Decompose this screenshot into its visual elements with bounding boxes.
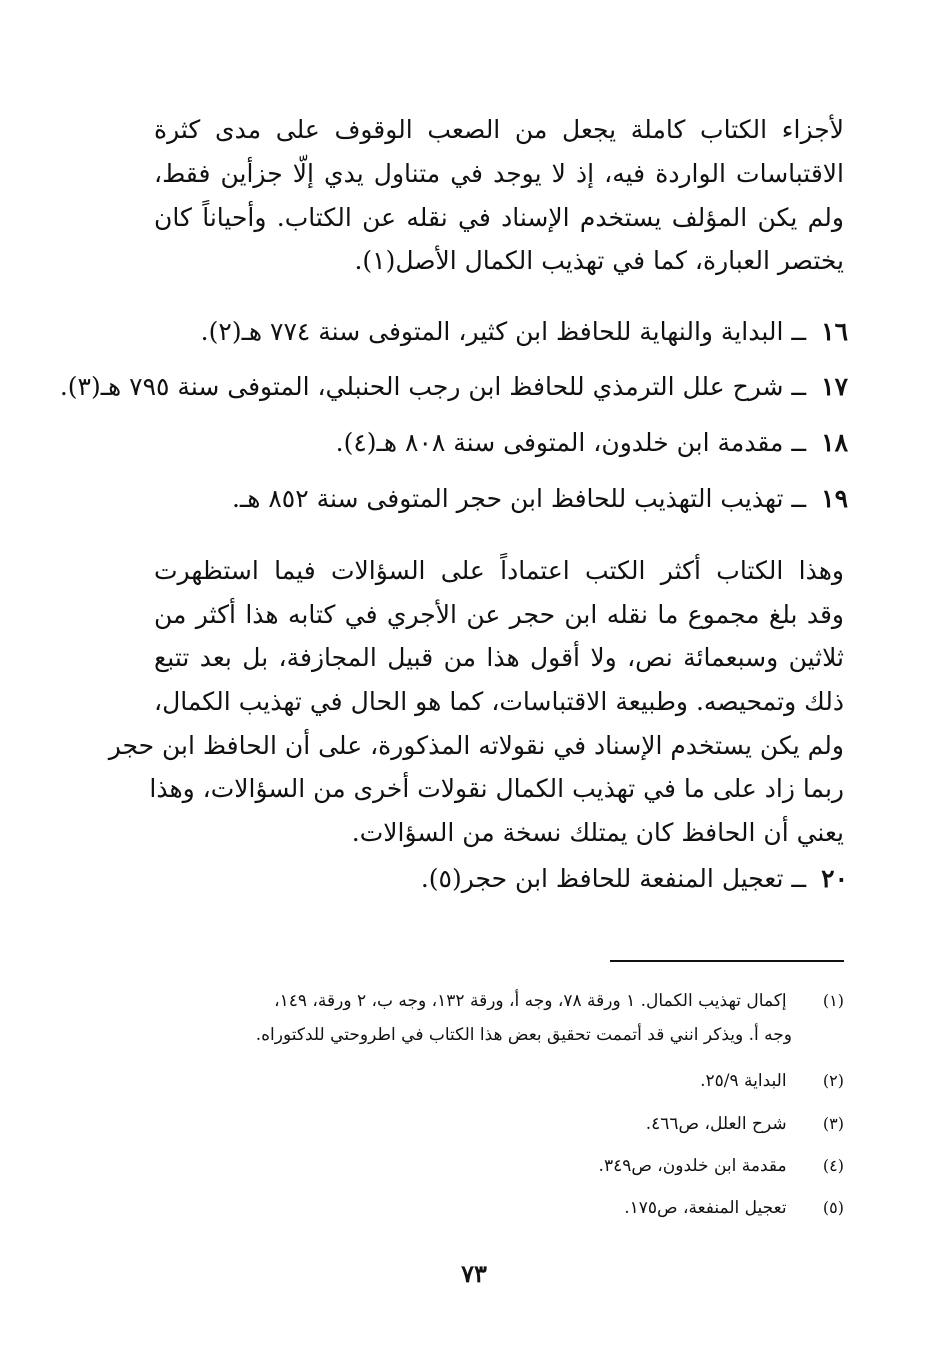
paragraph-1-line-3: ولم يكن المؤلف يستخدم الإسناد في نقله عن الكتاب. وأحياناً كان: [154, 203, 844, 232]
list-item-text: ــ تعجيل المنفعة للحافظ ابن حجر(٥).: [420, 864, 807, 893]
footnote-number: (٢): [822, 1071, 844, 1090]
footnote-text: البداية ٢٥/٩.: [700, 1071, 787, 1091]
footnote-3: [646, 1111, 844, 1137]
footnote-text-line-2: وجه أ. ويذكر انني قد أتممت تحقيق بعض هذا الكتاب في اطروحتي للدكتوراه.: [255, 1025, 792, 1045]
paragraph-2-line-4: ذلك وتمحيصه. وطبيعة الاقتباسات، كما هو الحال في تهذيب الكمال،: [154, 687, 844, 716]
list-item-text: ــ مقدمة ابن خلدون، المتوفى سنة ٨٠٨ هـ(٤).: [335, 428, 807, 457]
paragraph-2-line-5: ولم يكن يستخدم الإسناد في نقولاته المذكورة، على أن الحافظ ابن حجر: [108, 731, 844, 760]
list-item-number: ١٨: [821, 428, 848, 457]
footnote-text: تعجيل المنفعة، ص١٧٥.: [624, 1198, 787, 1218]
paragraph-2-line-1: [154, 553, 844, 589]
paragraph-2-line-6: ربما زاد على ما في تهذيب الكمال نقولات أخرى من السؤالات، وهذا: [149, 774, 844, 803]
footnote-4: [599, 1153, 844, 1179]
list-item-20: [421, 861, 848, 897]
footnote-5: [624, 1195, 844, 1221]
list-item-number: ١٧: [821, 372, 848, 401]
paragraph-2-line-3: ثلاثين وسبعمائة نص، ولا أقول هذا من قبيل المجازفة، بل بعد تتبع: [154, 643, 844, 672]
list-item-text: ــ البداية والنهاية للحافظ ابن كثير، المتوفى سنة ٧٧٤ هـ(٢).: [200, 317, 807, 346]
page-number: ٧٣: [461, 1259, 487, 1288]
footnote-separator: [610, 960, 844, 962]
list-item-number: ٢٠: [821, 864, 848, 893]
list-item-number: ١٩: [821, 484, 848, 513]
footnote-text: مقدمة ابن خلدون، ص٣٤٩.: [598, 1156, 787, 1176]
footnote-2: [700, 1068, 844, 1094]
list-item-19: [232, 481, 848, 517]
footnote-text: شرح العلل، ص٤٦٦.: [645, 1114, 787, 1134]
paragraph-1-line-4: يختصر العبارة، كما في تهذيب الكمال الأصل(١).: [354, 246, 844, 275]
footnote-1-continued: [256, 1022, 792, 1048]
list-item-number: ١٦: [821, 317, 848, 346]
footnote-text-line-1: إكمال تهذيب الكمال. ١ ورقة ٧٨، وجه أ، ورقة ١٣٢، وجه ب، ٢ ورقة، ١٤٩،: [274, 991, 787, 1011]
footnote-number: (٥): [822, 1198, 844, 1217]
list-item-text: ــ تهذيب التهذيب للحافظ ابن حجر المتوفى سنة ٨٥٢ هـ.: [231, 484, 807, 513]
paragraph-2-line-2: وقد بلغ مجموع ما نقله ابن حجر عن الأجري في كتابه هذا أكثر من: [154, 600, 844, 629]
paragraph-2-line-7: يعني أن الحافظ كان يمتلك نسخة من السؤالات.: [351, 818, 844, 847]
list-item-18: [336, 425, 848, 461]
paragraph-1-line-1: لأجزاء الكتاب كاملة يجعل من الصعب الوقوف على مدى كثرة: [154, 115, 844, 144]
paragraph-1-line-2: الاقتباسات الواردة فيه، إذ لا يوجد في متناول يدي إلّا جزأين فقط،: [154, 159, 845, 188]
footnote-number: (٣): [822, 1114, 844, 1133]
list-item-16: [201, 314, 848, 350]
footnote-number: (١): [822, 991, 844, 1010]
list-item-text: ــ شرح علل الترمذي للحافظ ابن رجب الحنبلي، المتوفى سنة ٧٩٥ هـ(٣).: [59, 372, 807, 401]
list-item-17: [60, 369, 848, 405]
paragraph-2-line-1-text: وهذا الكتاب أكثر الكتب اعتماداً على السؤالات فيما استظهرت: [154, 556, 844, 585]
footnote-number: (٤): [822, 1156, 844, 1175]
footnote-1: [274, 988, 844, 1014]
